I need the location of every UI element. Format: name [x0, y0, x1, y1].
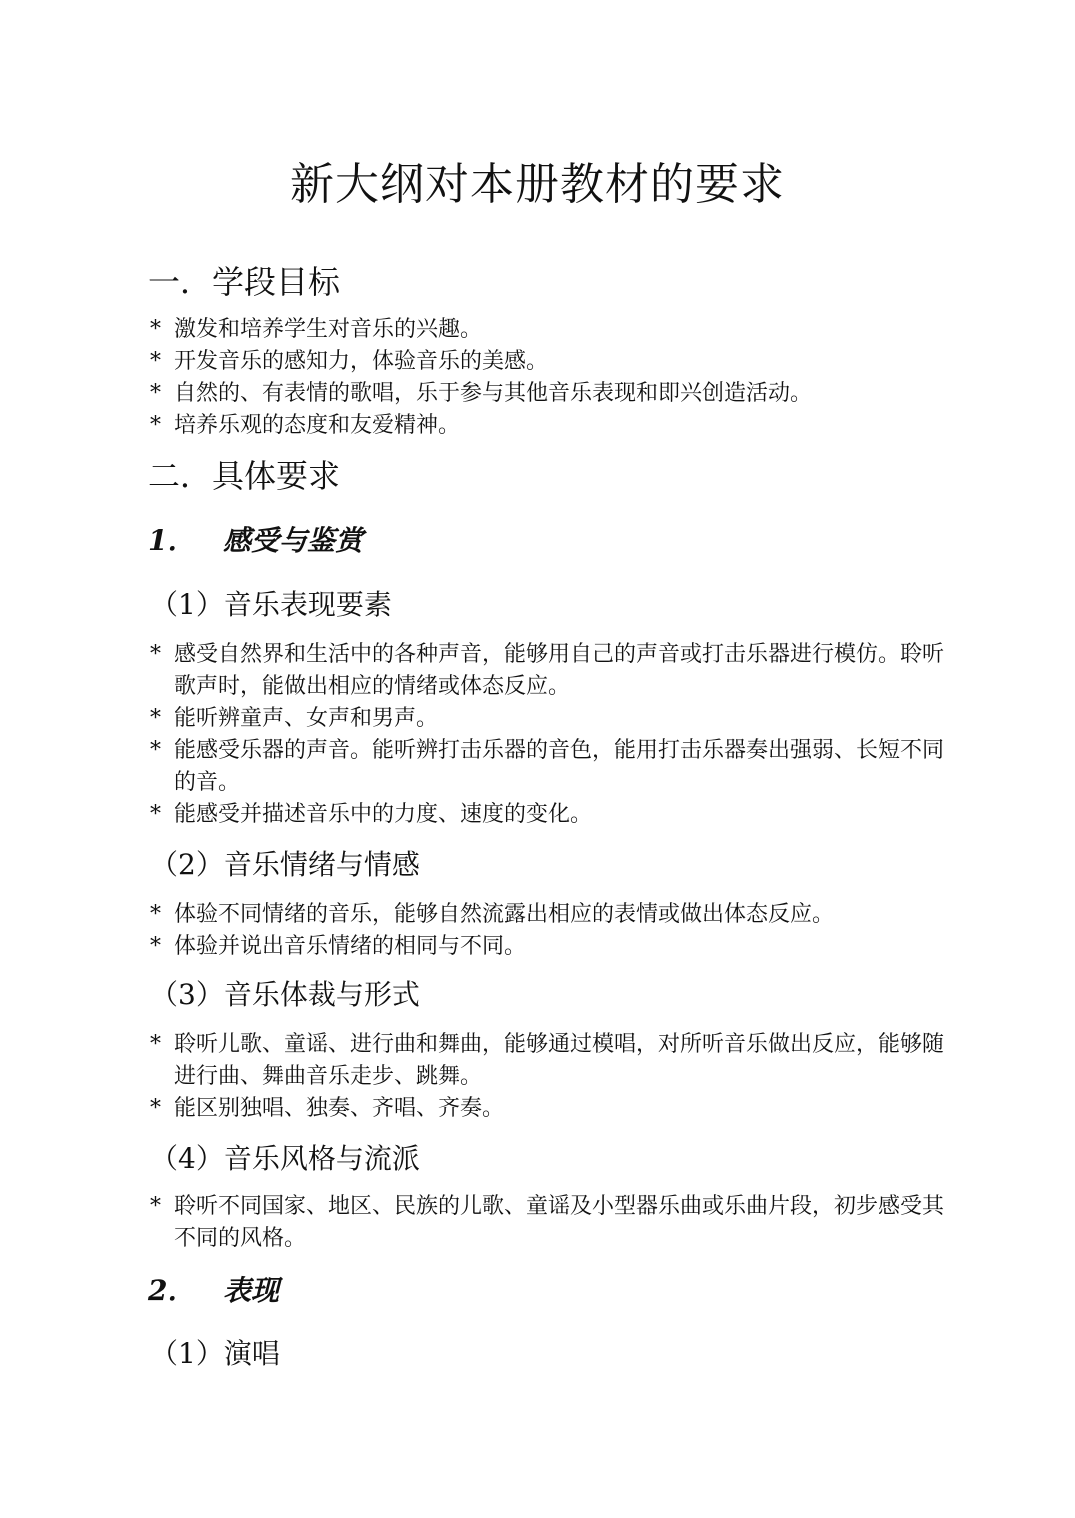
list-item: * 感受自然界和生活中的各种声音，能够用自己的声音或打击乐器进行模仿。聆听歌声时，能做出相应的情绪或体态反应。 — [150, 639, 965, 703]
section-title: 具体要求 — [212, 457, 341, 495]
list-item: * 能感受乐器的声音。能听辨打击乐器的音色，能用打击乐器奏出强弱、长短不同的音。 — [150, 735, 965, 799]
topic-list — [150, 899, 965, 963]
page-title: 新大纲对本册教材的要求 — [290, 159, 785, 210]
section-number: 一． — [148, 263, 213, 301]
list-item: * 体验不同情绪的音乐，能够自然流露出相应的表情或做出体态反应。 — [150, 899, 965, 931]
subsection-heading-performance — [148, 1273, 279, 1309]
topic-heading: （3）音乐体裁与形式 — [150, 978, 420, 1011]
list-item: * 能区别独唱、独奏、齐唱、齐奏。 — [150, 1093, 965, 1125]
topic-list — [150, 1029, 965, 1125]
subsection-number: 1． — [148, 524, 196, 557]
topic-heading: （2）音乐情绪与情感 — [150, 848, 420, 881]
list-item: * 能听辨童声、女声和男声。 — [150, 703, 965, 735]
subsection-title: 表现 — [223, 1274, 280, 1307]
subsection-number: 2． — [148, 1274, 196, 1307]
goals-list — [150, 314, 965, 442]
topic-list — [150, 639, 965, 831]
list-item: * 聆听不同国家、地区、民族的儿歌、童谣及小型器乐曲或乐曲片段，初步感受其不同的风格。 — [150, 1191, 965, 1255]
list-item: * 能感受并描述音乐中的力度、速度的变化。 — [150, 799, 965, 831]
section-number: 二． — [148, 457, 213, 495]
subsection-heading-appreciation — [148, 523, 363, 559]
list-item: * 开发音乐的感知力，体验音乐的美感。 — [150, 346, 965, 378]
topic-heading: （4）音乐风格与流派 — [150, 1142, 420, 1175]
list-item: * 激发和培养学生对音乐的兴趣。 — [150, 314, 965, 346]
section-title: 学段目标 — [212, 263, 341, 301]
section-heading-goals — [148, 262, 340, 302]
subsection-title: 感受与鉴赏 — [223, 524, 364, 557]
list-item: * 聆听儿歌、童谣、进行曲和舞曲，能够通过模唱，对所听音乐做出反应，能够随进行曲、舞曲音乐走步、跳舞。 — [150, 1029, 965, 1093]
topic-list — [150, 1191, 965, 1255]
list-item: * 体验并说出音乐情绪的相同与不同。 — [150, 931, 965, 963]
list-item: * 培养乐观的态度和友爱精神。 — [150, 410, 965, 442]
topic-heading: （1）演唱 — [150, 1337, 280, 1370]
list-item: * 自然的、有表情的歌唱，乐于参与其他音乐表现和即兴创造活动。 — [150, 378, 965, 410]
topic-heading: （1）音乐表现要素 — [150, 588, 392, 621]
section-heading-requirements — [148, 456, 340, 496]
